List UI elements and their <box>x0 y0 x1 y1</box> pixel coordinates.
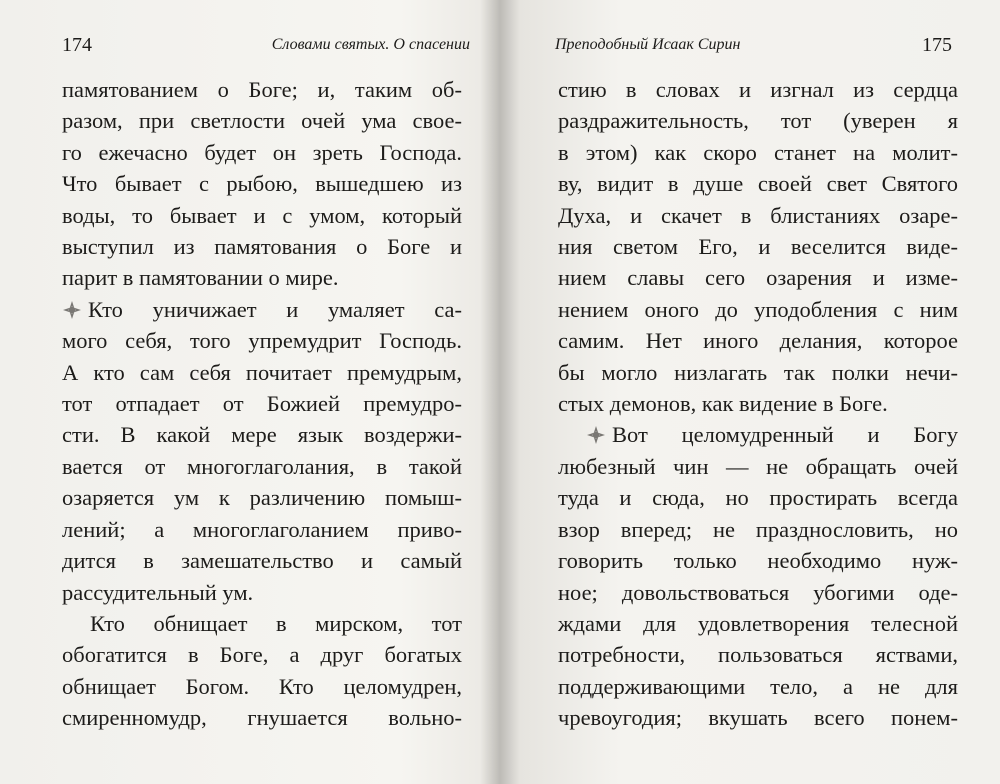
text-line: смиренномудр, гнушается вольно- <box>62 705 462 731</box>
text-line: раздражительность, тот (уверен я <box>558 108 958 134</box>
text-line: выступил из памятования о Боге и <box>62 234 462 260</box>
text-line: туда и сюда, но простирать всегда <box>558 485 958 511</box>
text-line: чревоугодия; вкушать всего понем- <box>558 705 958 731</box>
paragraph-start-line <box>62 294 462 325</box>
text-line: Что бывает с рыбою, вышедшею из <box>62 171 462 197</box>
text-line: озаряется ум к различению помыш- <box>62 485 462 511</box>
right-page <box>500 0 1000 784</box>
text-line: нием славы сего озарения и изме- <box>558 265 958 291</box>
running-head-right: Преподобный Исаак Сирин <box>555 36 741 53</box>
paragraph-start-line <box>558 419 958 450</box>
text-line: вается от многоглаголания, в такой <box>62 453 462 479</box>
text-line: А кто сам себя почитает премудрым, <box>62 359 462 385</box>
text-line: в этом) как скоро станет на молит- <box>558 139 958 165</box>
text-line: ву, видит в душе своей свет Святого <box>558 171 958 197</box>
page-number-left <box>62 30 92 62</box>
page-number-right-text: 175 <box>922 34 952 56</box>
text-line: потребности, пользоваться яствами, <box>558 642 958 668</box>
text-line: Кто обнищает в мирском, тот <box>90 610 462 636</box>
text-line: поддерживающими тело, а не для <box>558 673 958 699</box>
ornament-icon <box>586 422 606 442</box>
text-line: парит в памятовании о мире. <box>62 265 339 291</box>
page-number-right <box>922 30 952 62</box>
text-line: лений; а многоглаголанием приво- <box>62 516 462 542</box>
text-line: ное; довольствоваться убогими оде- <box>558 579 958 605</box>
left-page-body <box>62 74 462 734</box>
text-line: ждами для удовлетворения телесной <box>558 610 958 636</box>
text-line: рассудительный ум. <box>62 579 254 605</box>
text-line: сти. В какой мере язык воздержи- <box>62 422 462 448</box>
right-page-body <box>558 74 958 734</box>
text-line: обнищает Богом. Кто целомудрен, <box>62 673 462 699</box>
text-line: любезный чин — не обращать очей <box>558 453 958 479</box>
text-line: бы могло низлагать так полки нечи- <box>558 359 958 385</box>
text-line: воды, то бывает и с умом, который <box>62 202 462 228</box>
text-line: памятованием о Боге; и, таким об- <box>62 77 462 102</box>
text-line: нением оного до уподобления с ним <box>558 296 958 322</box>
text-line: Вот целомудренный и Богу <box>612 422 958 448</box>
text-line: взор вперед; не празднословить, но <box>558 516 958 542</box>
text-line: говорить только необходимо нуж- <box>558 548 958 574</box>
text-line: обогатится в Боге, а друг богатых <box>62 642 462 668</box>
text-line: го ежечасно будет он зреть Господа. <box>62 139 462 165</box>
text-line: Духа, и скачет в блистаниях озаре- <box>558 202 958 228</box>
text-line: стых демонов, как видение в Боге. <box>558 391 888 417</box>
text-line: тот отпадает от Божией премудро- <box>62 391 462 417</box>
text-line: мого себя, того упремудрит Господь. <box>62 328 462 354</box>
text-line: разом, при светлости очей ума свое- <box>62 108 462 134</box>
text-line: стию в словах и изгнал из сердца <box>558 77 958 102</box>
text-line: самим. Нет иного делания, которое <box>558 328 958 354</box>
running-head-left: Словами святых. О спасении <box>271 36 470 53</box>
text-line: дится в замешательство и самый <box>62 548 462 574</box>
text-line: ния светом Его, и веселится виде- <box>558 234 958 260</box>
ornament-icon <box>62 297 82 317</box>
text-line: Кто уничижает и умаляет са- <box>88 296 462 322</box>
page-number-left-text: 174 <box>62 34 92 56</box>
